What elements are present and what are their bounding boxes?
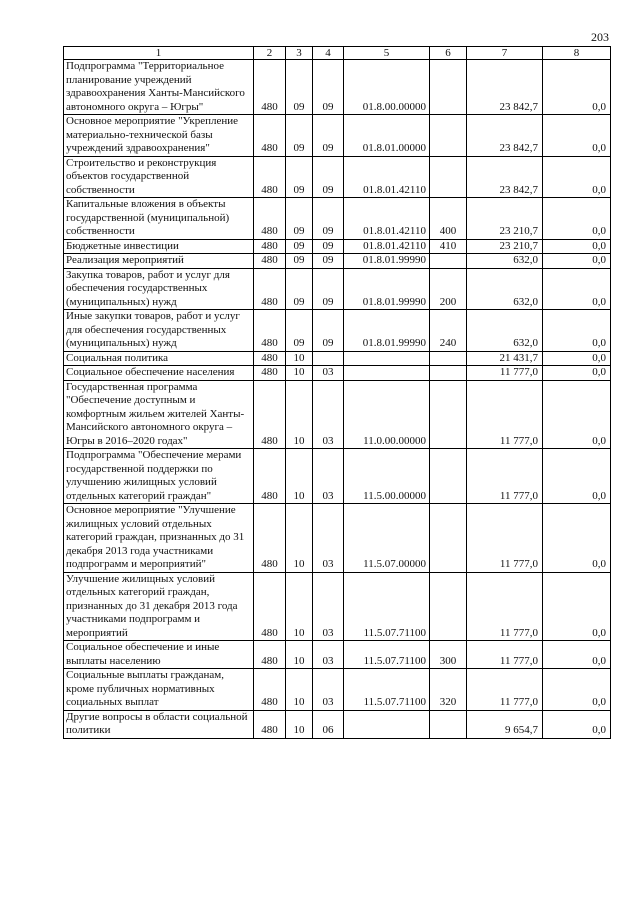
target-article-cell [344,710,430,738]
amount-change-cell: 0,0 [543,449,611,504]
table-row [64,198,611,240]
amount-cell: 11 777,0 [467,366,543,381]
expense-type-cell: 200 [430,268,467,310]
target-article-cell: 01.8.01.42110 [344,156,430,198]
admin-code-cell: 480 [254,198,286,240]
amount-change-cell: 0,0 [543,366,611,381]
admin-code-cell: 480 [254,268,286,310]
target-article-cell: 11.0.00.00000 [344,380,430,449]
row-name-cell: Иные закупки товаров, работ и услуг для обеспечения государственных (муниципальных) нужд [64,310,254,352]
section-cell: 09 [286,239,313,254]
target-article-cell: 11.5.00.00000 [344,449,430,504]
expense-type-cell [430,115,467,157]
row-name-cell: Улучшение жилищных условий отдельных категорий граждан, признанных до 31 декабря 2013 года участниками подпрограмм и мероприятий [64,572,254,641]
section-cell: 09 [286,268,313,310]
admin-code-cell: 480 [254,310,286,352]
amount-cell: 632,0 [467,254,543,269]
section-cell: 10 [286,351,313,366]
subsection-cell: 03 [313,366,344,381]
admin-code-cell: 480 [254,115,286,157]
admin-code-cell: 480 [254,351,286,366]
amount-cell: 11 777,0 [467,380,543,449]
expense-type-cell [430,504,467,573]
admin-code-cell: 480 [254,254,286,269]
amount-cell: 9 654,7 [467,710,543,738]
subsection-cell: 03 [313,669,344,711]
subsection-cell: 09 [313,115,344,157]
table-row [64,60,611,115]
admin-code-cell: 480 [254,60,286,115]
row-name-cell: Строительство и реконструкция объектов государственной собственности [64,156,254,198]
expense-type-cell [430,156,467,198]
admin-code-cell: 480 [254,156,286,198]
row-name-cell: Реализация мероприятий [64,254,254,269]
subsection-cell: 03 [313,449,344,504]
subsection-cell [313,351,344,366]
row-name-cell: Другие вопросы в области социальной политики [64,710,254,738]
table-row [64,310,611,352]
admin-code-cell: 480 [254,380,286,449]
target-article-cell: 11.5.07.71100 [344,641,430,669]
table-row [64,504,611,573]
expense-type-cell: 410 [430,239,467,254]
amount-change-cell: 0,0 [543,504,611,573]
section-cell: 10 [286,504,313,573]
row-name-cell: Подпрограмма "Обеспечение мерами государственной поддержки по улучшению жилищных условий отдельных категорий граждан" [64,449,254,504]
table-row [64,641,611,669]
target-article-cell: 01.8.01.99990 [344,254,430,269]
header-cell: 7 [467,47,543,60]
subsection-cell: 09 [313,198,344,240]
amount-cell: 11 777,0 [467,449,543,504]
target-article-cell [344,351,430,366]
amount-change-cell: 0,0 [543,669,611,711]
expense-type-cell: 300 [430,641,467,669]
amount-cell: 23 842,7 [467,156,543,198]
admin-code-cell: 480 [254,449,286,504]
expense-type-cell [430,351,467,366]
expense-type-cell: 240 [430,310,467,352]
subsection-cell: 03 [313,380,344,449]
amount-change-cell: 0,0 [543,239,611,254]
section-cell: 09 [286,115,313,157]
target-article-cell: 01.8.01.00000 [344,115,430,157]
header-cell: 4 [313,47,344,60]
target-article-cell: 01.8.01.99990 [344,268,430,310]
admin-code-cell: 480 [254,641,286,669]
page-number: 203 [591,30,609,44]
table-row [64,254,611,269]
amount-cell: 11 777,0 [467,641,543,669]
header-cell: 3 [286,47,313,60]
target-article-cell: 11.5.07.71100 [344,572,430,641]
row-name-cell: Социальное обеспечение и иные выплаты населению [64,641,254,669]
table-row [64,449,611,504]
table-row [64,351,611,366]
section-cell: 10 [286,710,313,738]
target-article-cell: 11.5.07.71100 [344,669,430,711]
subsection-cell: 09 [313,156,344,198]
amount-cell: 11 777,0 [467,669,543,711]
amount-change-cell: 0,0 [543,351,611,366]
row-name-cell: Государственная программа "Обеспечение доступным и комфортным жильем жителей Ханты-Мансийского автономного округа – Югры в 2016–2020 годах" [64,380,254,449]
budget-table [63,46,611,739]
amount-cell: 632,0 [467,310,543,352]
row-name-cell: Основное мероприятие "Улучшение жилищных условий отдельных категорий граждан, признанных до 31 декабря 2013 года участниками подпрограмм и мероприятий" [64,504,254,573]
header-cell: 5 [344,47,430,60]
header-cell: 1 [64,47,254,60]
section-cell: 10 [286,641,313,669]
amount-change-cell: 0,0 [543,572,611,641]
amount-change-cell: 0,0 [543,310,611,352]
row-name-cell: Закупка товаров, работ и услуг для обеспечения государственных (муниципальных) нужд [64,268,254,310]
amount-change-cell: 0,0 [543,254,611,269]
section-cell: 09 [286,310,313,352]
subsection-cell: 03 [313,641,344,669]
header-cell: 6 [430,47,467,60]
row-name-cell: Социальные выплаты гражданам, кроме публичных нормативных социальных выплат [64,669,254,711]
admin-code-cell: 480 [254,366,286,381]
amount-cell: 632,0 [467,268,543,310]
section-cell: 10 [286,380,313,449]
target-article-cell: 01.8.00.00000 [344,60,430,115]
section-cell: 09 [286,60,313,115]
expense-type-cell [430,366,467,381]
table-row [64,572,611,641]
table-row [64,115,611,157]
section-cell: 10 [286,449,313,504]
table-row [64,669,611,711]
target-article-cell: 01.8.01.99990 [344,310,430,352]
expense-type-cell [430,380,467,449]
subsection-cell: 09 [313,254,344,269]
amount-change-cell: 0,0 [543,268,611,310]
amount-change-cell: 0,0 [543,710,611,738]
header-cell: 2 [254,47,286,60]
row-name-cell: Подпрограмма "Территориальное планирование учреждений здравоохранения Ханты-Мансийского автономного округа – Югры" [64,60,254,115]
target-article-cell: 01.8.01.42110 [344,198,430,240]
subsection-cell: 09 [313,310,344,352]
subsection-cell: 03 [313,504,344,573]
target-article-cell: 01.8.01.42110 [344,239,430,254]
section-cell: 10 [286,572,313,641]
table-header-row [64,47,611,60]
subsection-cell: 03 [313,572,344,641]
table-row [64,239,611,254]
subsection-cell: 09 [313,268,344,310]
amount-cell: 21 431,7 [467,351,543,366]
amount-cell: 23 842,7 [467,115,543,157]
header-cell: 8 [543,47,611,60]
admin-code-cell: 480 [254,669,286,711]
target-article-cell: 11.5.07.00000 [344,504,430,573]
amount-cell: 23 842,7 [467,60,543,115]
section-cell: 10 [286,669,313,711]
expense-type-cell [430,572,467,641]
row-name-cell: Социальная политика [64,351,254,366]
target-article-cell [344,366,430,381]
amount-change-cell: 0,0 [543,380,611,449]
row-name-cell: Социальное обеспечение населения [64,366,254,381]
row-name-cell: Бюджетные инвестиции [64,239,254,254]
row-name-cell: Капитальные вложения в объекты государственной (муниципальной) собственности [64,198,254,240]
table-row [64,380,611,449]
table-row [64,366,611,381]
expense-type-cell: 400 [430,198,467,240]
admin-code-cell: 480 [254,572,286,641]
section-cell: 10 [286,366,313,381]
admin-code-cell: 480 [254,504,286,573]
amount-cell: 23 210,7 [467,239,543,254]
amount-change-cell: 0,0 [543,198,611,240]
admin-code-cell: 480 [254,710,286,738]
section-cell: 09 [286,198,313,240]
subsection-cell: 06 [313,710,344,738]
amount-cell: 11 777,0 [467,504,543,573]
expense-type-cell: 320 [430,669,467,711]
table-row [64,710,611,738]
expense-type-cell [430,449,467,504]
amount-change-cell: 0,0 [543,641,611,669]
amount-change-cell: 0,0 [543,156,611,198]
subsection-cell: 09 [313,60,344,115]
admin-code-cell: 480 [254,239,286,254]
section-cell: 09 [286,254,313,269]
expense-type-cell [430,60,467,115]
subsection-cell: 09 [313,239,344,254]
amount-cell: 11 777,0 [467,572,543,641]
section-cell: 09 [286,156,313,198]
table-row [64,268,611,310]
amount-change-cell: 0,0 [543,115,611,157]
table-row [64,156,611,198]
expense-type-cell [430,710,467,738]
expense-type-cell [430,254,467,269]
row-name-cell: Основное мероприятие "Укрепление материально-технической базы учреждений здравоохранения" [64,115,254,157]
amount-cell: 23 210,7 [467,198,543,240]
amount-change-cell: 0,0 [543,60,611,115]
